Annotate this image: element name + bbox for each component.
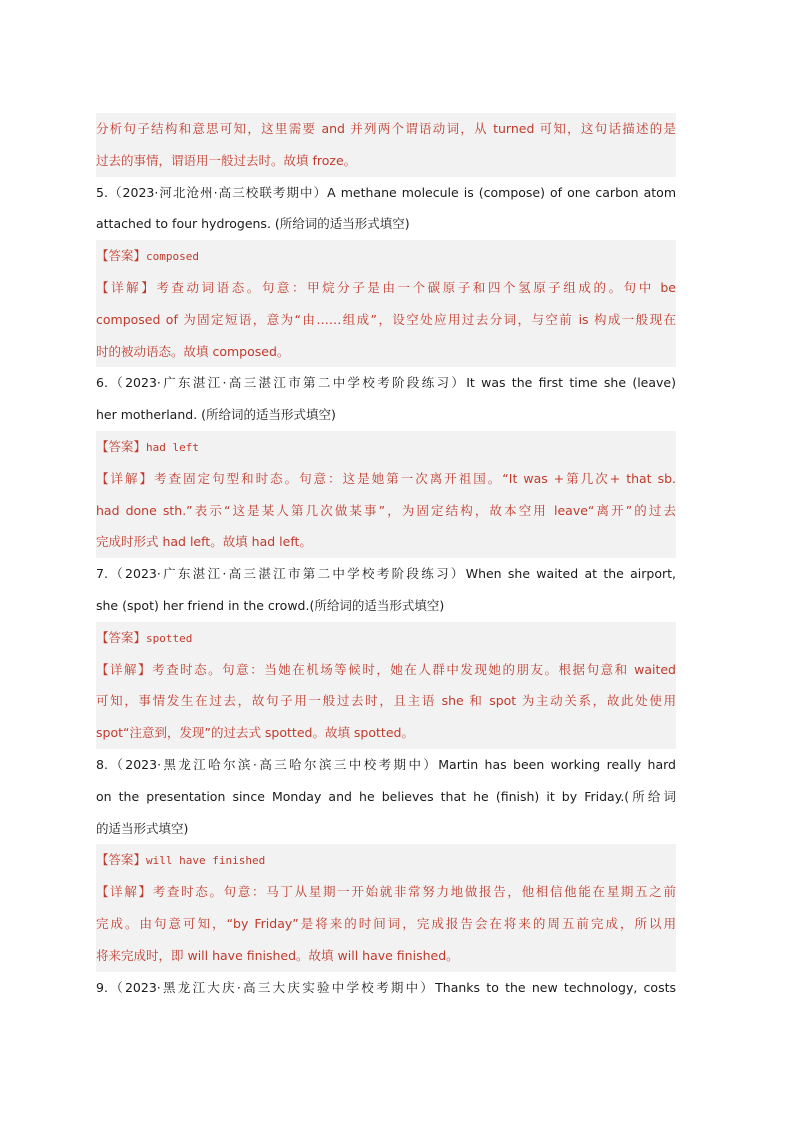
question-text: she (spot) her friend in the crowd.(所给词的适当形式填空) [96,597,445,613]
question-text: on the presentation since Monday and he believes that he (finish) it by Friday.(所给词 [96,788,676,804]
detail-line: 可知，事情发生在过去，故句子用一般过去时，且主语 she 和 spot 为主动关系，故此处使用 [96,693,676,709]
detail-text: 考查固定句型和时态。句意：这是她第一次离开祖国。“It was +第几次+ that sb. [154,470,676,486]
question-text: 8.（2023·黑龙江哈尔滨·高三哈尔滨三中校考期中）Martin has been working really hard [96,756,676,772]
detail-tag: 【详解】 [96,884,153,900]
question-text: 5.（2023·河北沧州·高三校联考期中）A methane molecule is (compose) of one carbon atom [96,184,676,200]
question-8 [96,749,676,844]
detail-line [96,463,676,495]
detail-text: 考查时态。句意：当她在机场等候时，她在人群中发现她的朋友。根据句意和 waited [152,661,676,677]
answer-block-6 [96,431,676,558]
answer-block-7 [96,622,676,749]
explanation-line: 分析句子结构和意思可知，这里需要 and 并列两个谓语动词，从 turned 可知，这句话描述的是 [96,121,676,136]
question-text: 6.（2023·广东湛江·高三湛江市第二中学校考阶段练习）It was the first time she (leave) [96,375,676,391]
detail-line: 将来完成时，即 will have finished。故填 will have finished。 [96,947,459,963]
detail-line [96,654,676,686]
detail-line: spot“注意到，发现”的过去式 spotted。故填 spotted。 [96,725,414,741]
answer-value: had left [146,440,199,454]
answer-tag: 【答案】 [96,248,147,264]
question-text: attached to four hydrogens. (所给词的适当形式填空) [96,216,410,232]
detail-line: composed of 为固定短语，意为“由……组成”，设空处应用过去分词，与空前 is 构成一般现在 [96,311,676,327]
answer-value: will have finished [146,854,266,868]
detail-tag: 【详解】 [96,279,157,295]
question-5 [96,177,676,241]
answer-value: spotted [146,631,193,645]
detail-line [96,272,676,304]
answer-block-5 [96,240,676,367]
explanation-block [96,113,676,177]
question-text: her motherland. (所给词的适当形式填空) [96,407,336,423]
detail-line: 完成。由句意可知，“by Friday”是将来的时间词，完成报告会在将来的周五前完成，所以用 [96,915,676,931]
question-9 [96,972,676,1004]
answer-value: composed [146,250,199,264]
detail-line: had done sth.”表示“这是某人第几次做某事”，为固定结构，故本空用 leave“离开”的过去 [96,502,676,518]
detail-line: 完成时形式 had left。故填 had left。 [96,534,312,550]
answer-line [96,240,676,272]
question-text: 的适当形式填空) [96,820,189,836]
detail-text: 考查动词语态。句意：甲烷分子是由一个碳原子和四个氢原子组成的。句中 be [156,279,676,295]
detail-line: 时的被动语态。故填 composed。 [96,343,290,359]
document-page [96,113,676,1003]
answer-block-8 [96,844,676,971]
explanation-line: 过去的事情，谓语用一般过去时。故填 froze。 [96,152,357,168]
answer-tag: 【答案】 [96,629,147,645]
question-text: 9.（2023·黑龙江大庆·高三大庆实验中学校考期中）Thanks to the new technology, costs [96,979,676,995]
question-7 [96,558,676,622]
detail-text: 考查时态。句意：马丁从星期一开始就非常努力地做报告，他相信他能在星期五之前 [152,884,676,900]
detail-tag: 【详解】 [96,661,153,677]
question-text: 7.（2023·广东湛江·高三湛江市第二中学校考阶段练习）When she waited at the airport, [96,566,676,582]
detail-tag: 【详解】 [96,470,155,486]
question-6 [96,367,676,431]
answer-line [96,844,676,876]
answer-line [96,431,676,463]
answer-tag: 【答案】 [96,438,147,454]
answer-tag: 【答案】 [96,852,147,868]
answer-line [96,622,676,654]
detail-line [96,876,676,908]
